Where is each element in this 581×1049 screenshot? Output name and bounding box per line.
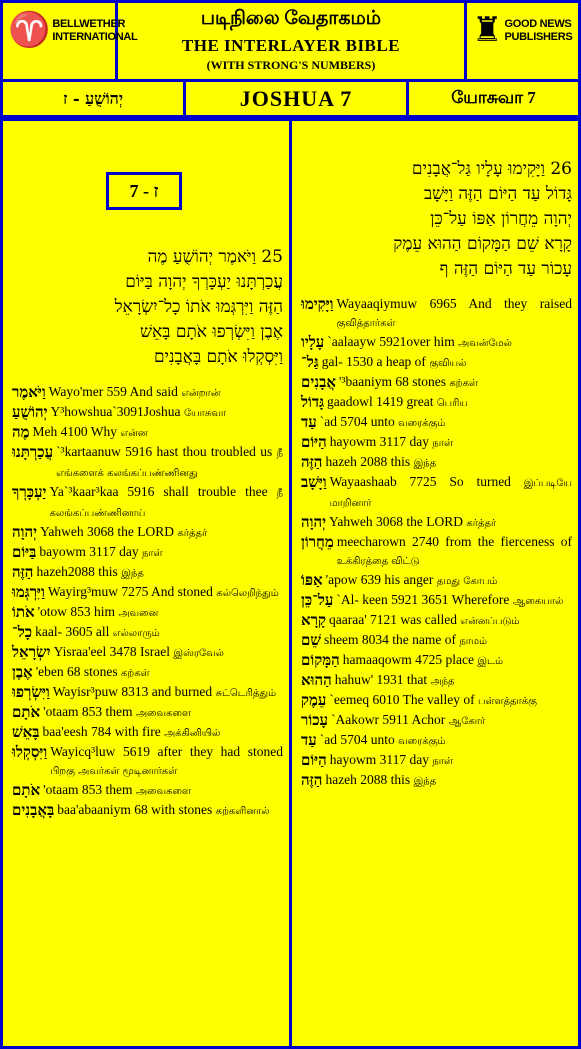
gloss	[53, 683, 276, 703]
hebrew-word: אֹתָם	[12, 703, 41, 721]
hebrew-verse-line: הַזֶּה וַיִּרְגְּמוּ אֹתוֹ כָל־יִשְׂרָאֵל	[114, 297, 283, 317]
interlinear-entry	[301, 513, 572, 533]
tamil-gloss: கற்கள்	[120, 668, 150, 679]
tamil-gloss: என்னப்படும்	[460, 616, 520, 627]
tamil-gloss: ஆகையால்	[512, 596, 564, 607]
tamil-gloss: நாமம்	[459, 636, 488, 647]
hebrew-word: הַיּוֹם	[301, 433, 327, 451]
hebrew-word: אֹתוֹ	[12, 603, 35, 621]
hebrew-word: בָּאֲבָנִים	[12, 801, 55, 819]
torch-logo-icon: ♜	[472, 12, 503, 49]
tamil-gloss: நாள்	[432, 438, 454, 449]
tamil-gloss: கற்கள்	[449, 378, 479, 389]
tamil-gloss: குவித்தார்கள்	[336, 318, 396, 329]
interlinear-entry	[301, 691, 572, 711]
interlinear-entry	[12, 663, 283, 683]
interlinear-entry	[12, 483, 283, 523]
english-gloss: baa'eesh 784 with fire	[42, 724, 161, 739]
english-gloss: kaal- 3605 all	[35, 624, 110, 639]
interlinear-entry	[301, 671, 572, 691]
gloss	[339, 373, 478, 393]
gloss	[42, 723, 220, 743]
hebrew-word: מֶה	[12, 423, 30, 441]
gloss	[320, 731, 446, 751]
interlinear-entry	[12, 623, 283, 643]
english-gloss: bayowm 3117 day	[39, 544, 139, 559]
hebrew-word: אַפּוֹ	[301, 571, 323, 589]
book-tamil: யோசுவா 7	[451, 87, 536, 107]
tamil-gloss: பள்ளத்தாக்கு	[478, 696, 537, 707]
english-gloss: `aalaayw 5921over him	[327, 334, 455, 349]
interlinear-entry	[301, 433, 572, 453]
interlinear-entry	[12, 583, 283, 603]
tamil-gloss: இந்த	[413, 776, 437, 787]
interlinear-entry	[301, 771, 572, 791]
tamil-gloss: கற்களினால்	[215, 806, 270, 817]
english-gloss: Wayaaqiymuw 6965 And they raised	[336, 296, 572, 311]
tamil-gloss: சுட்டெரித்தும்	[215, 688, 277, 699]
hebrew-word: עַד	[301, 413, 317, 431]
english-gloss: 'otow 853 him	[37, 604, 116, 619]
tamil-gloss: இந்த	[121, 568, 144, 579]
interlinear-entry	[301, 295, 572, 333]
logo-left-line2: INTERNATIONAL	[52, 31, 138, 43]
hebrew-word: הַיּוֹם	[301, 751, 327, 769]
gloss	[48, 583, 279, 603]
gloss	[36, 563, 143, 583]
interlinear-entry	[301, 751, 572, 771]
interlinear-entry	[12, 743, 283, 781]
interlinear-entry	[301, 373, 572, 393]
logo-right-line1: GOOD NEWS	[504, 18, 572, 30]
gloss	[50, 483, 284, 523]
interlinear-entry	[301, 353, 572, 373]
english-gloss: meecharown 2740 from the fierceness of	[336, 534, 572, 549]
gloss	[40, 523, 207, 543]
hebrew-word: יַעְכָּרְךָ	[12, 483, 47, 501]
tamil-gloss: அவனை	[118, 608, 159, 619]
logo-right-line2: PUBLISHERS	[504, 31, 573, 43]
english-gloss: `eemeq 6010 The valley of	[329, 692, 475, 707]
tamil-gloss: யோசுவா	[183, 408, 227, 419]
english-gloss: `Aakowr 5911 Achor	[331, 712, 446, 727]
gloss	[54, 643, 224, 663]
english-gloss: baa'abaaniym 68 with stones	[57, 802, 213, 817]
english-gloss: 'eben 68 stones	[35, 664, 118, 679]
tamil-gloss: நாள்	[432, 756, 454, 767]
title-block	[118, 3, 464, 79]
english-gloss: 'otaam 853 them	[43, 782, 133, 797]
gloss	[336, 295, 572, 333]
interlinear-entry	[301, 533, 572, 571]
hebrew-word: עַד	[301, 731, 317, 749]
hebrew-verse-line: 25 וַיֹּאמֶר יְהוֹשֻׁעַ מֶה	[147, 247, 283, 267]
chapter-box: 7 - ז	[106, 172, 182, 210]
hebrew-word: הַזֶּה	[12, 563, 34, 581]
hebrew-word: עֵמֶק	[301, 691, 327, 709]
english-gloss: `ad 5704 unto	[319, 414, 395, 429]
gloss	[329, 611, 519, 631]
logo-right-divider	[464, 0, 467, 80]
hebrew-word: יְהוָה	[301, 513, 327, 531]
tamil-gloss: வரைக்கும்	[398, 418, 446, 429]
book-hebrew: יְהוֹשֻׁעַ - ז	[62, 88, 124, 108]
tamil-gloss: இப்படியே மாறினார்	[329, 478, 572, 509]
tamil-gloss: நாள்	[141, 548, 163, 559]
english-gloss: hahuw' 1931 that	[334, 672, 428, 687]
logo-left-line1: BELLWETHER	[52, 18, 126, 30]
interlinear-entry	[12, 801, 283, 821]
hebrew-word: וַיָּשָׁב	[301, 473, 327, 491]
interlinear-entry	[301, 393, 572, 413]
gloss	[38, 603, 159, 623]
gloss	[331, 711, 485, 731]
tamil-gloss: என்றான்	[181, 388, 221, 399]
gloss	[33, 423, 148, 443]
tamil-gloss: நீ எங்களைக் கலங்கப்பண்ணினது	[56, 448, 283, 479]
tamil-gloss: பெரிய	[436, 398, 468, 409]
interlinear-entry	[301, 571, 572, 591]
tamil-gloss: பிறகு அவர்கள் மூடினார்கள்	[50, 766, 178, 777]
gloss	[330, 473, 572, 513]
english-gloss: `³kartaanuw 5916 hast thou troubled us	[56, 444, 273, 459]
english-gloss: gaadowl 1419 great	[327, 394, 434, 409]
english-gloss: hazeh2088 this	[36, 564, 118, 579]
english-gloss: Wayo'mer 559 And said	[48, 384, 178, 399]
interlinear-entry	[301, 611, 572, 631]
left-column	[3, 121, 289, 1046]
english-gloss: gal- 1530 a heap of	[321, 354, 426, 369]
hebrew-verse-line: אֶבֶן וַיִּשְׂרְפוּ אֹתָם בָּאֵשׁ	[140, 322, 283, 342]
hebrew-word: עֲכַרְתָּנוּ	[12, 443, 54, 461]
gloss	[324, 631, 487, 651]
english-gloss: Meh 4100 Why	[32, 424, 118, 439]
gloss	[337, 533, 572, 571]
tamil-gloss: குவியல்	[429, 358, 467, 369]
gloss	[325, 771, 436, 791]
right-column	[292, 121, 578, 1046]
gloss	[56, 443, 283, 483]
english-gloss: hayowm 3117 day	[329, 434, 429, 449]
gloss	[36, 663, 150, 683]
interlinear-entry	[301, 473, 572, 513]
tamil-gloss: அவைகளை	[135, 708, 191, 719]
hebrew-word: מֵחֲרוֹן	[301, 533, 334, 551]
gloss	[327, 393, 468, 413]
gloss	[50, 743, 283, 781]
hebrew-word: הַזֶּה	[301, 771, 323, 789]
interlinear-entry	[301, 413, 572, 433]
hebrew-word: וַיִּסְקְלוּ	[12, 743, 48, 761]
hebrew-word: יְהוָה	[12, 523, 38, 541]
title-subtitle: (WITH STRONG'S NUMBERS)	[206, 58, 376, 72]
hebrew-verse-line: גָּדוֹל עַד הַיּוֹם הַזֶּה וַיָּשָׁב	[423, 184, 572, 204]
tamil-gloss: என்ன	[120, 428, 148, 439]
english-gloss: qaaraa' 7121 was called	[329, 612, 458, 627]
hebrew-word: עַל־כֵּן	[301, 591, 334, 609]
interlinear-entry	[301, 651, 572, 671]
gloss	[43, 781, 191, 801]
hebrew-word: אֹתָם	[12, 781, 41, 799]
interlinear-entry	[12, 543, 283, 563]
hebrew-word: גַּל־	[301, 353, 319, 371]
interlinear-entry	[12, 703, 283, 723]
english-gloss: hazeh 2088 this	[325, 772, 411, 787]
gloss	[35, 623, 160, 643]
tamil-gloss: கல்லெறிந்தும்	[216, 588, 279, 599]
right-entries	[301, 295, 572, 791]
hebrew-word: קָרָא	[301, 611, 327, 629]
interlinear-entry	[12, 643, 283, 663]
gloss	[335, 671, 455, 691]
english-gloss: Yahweh 3068 the LORD	[40, 524, 175, 539]
title-tamil: படிநிலை வேதாகமம்	[200, 8, 382, 29]
gloss	[330, 751, 453, 771]
tamil-gloss: நீ கலங்கப்பண்ணினாய்	[49, 488, 283, 519]
interlinear-entry	[301, 731, 572, 751]
interlinear-entry	[12, 523, 283, 543]
hebrew-verse-line: וַיִּסְקְלוּ אֹתָם בָּאֲבָנִים	[153, 347, 283, 367]
hebrew-word: יְהוֹשֻׁעַ	[12, 403, 48, 421]
gloss	[329, 691, 537, 711]
gloss	[343, 651, 503, 671]
interlinear-entry	[12, 683, 283, 703]
interlinear-entry	[301, 453, 572, 473]
interlinear-entry	[301, 333, 572, 353]
tamil-gloss: வரைக்கும்	[398, 736, 446, 747]
hebrew-word: וַיִּשְׂרְפוּ	[12, 683, 50, 701]
hebrew-word: עָלָיו	[301, 333, 325, 351]
english-gloss: Ya`³kaar³kaa 5916 shall trouble thee	[49, 484, 268, 499]
hebrew-word: שֵׁם	[301, 631, 321, 649]
interlinear-entry	[12, 723, 283, 743]
interlinear-entry	[12, 603, 283, 623]
hebrew-word: הַמָּקוֹם	[301, 651, 340, 669]
book-english: JOSHUA 7	[239, 85, 353, 111]
hebrew-word: בַּיּוֹם	[12, 543, 37, 561]
hebrew-word: וַיָּקִימוּ	[301, 295, 334, 313]
tamil-gloss: அந்த	[430, 676, 455, 687]
interlinear-entry	[301, 591, 572, 611]
hebrew-word: הַהוּא	[301, 671, 332, 689]
hebrew-verse-line: 26 וַיָּקִימוּ עָלָיו גַּל־אֲבָנִים	[411, 159, 572, 179]
hebrew-verse-line: קָרָא שֵׁם הַמָּקוֹם הַהוּא עֵמֶק	[393, 234, 572, 254]
interlinear-entry	[301, 631, 572, 651]
tamil-gloss: ஆகோர்	[448, 716, 486, 727]
tamil-gloss: இந்த	[413, 458, 437, 469]
hebrew-verse-line: עָכוֹר עַד הַיּוֹם הַזֶּה ף	[439, 259, 572, 279]
hebrew-verse-line: יְהוָה מֵחֲרוֹן אַפּוֹ עַל־כֵּן	[430, 209, 572, 229]
gloss	[325, 453, 436, 473]
english-gloss: Wayaashaab 7725 So turned	[329, 474, 511, 489]
english-gloss: Wayirg³muw 7275 And stoned	[47, 584, 213, 599]
good-news-logo	[472, 14, 572, 48]
gloss	[51, 403, 227, 423]
english-gloss: sheem 8034 the name of	[323, 632, 456, 647]
english-gloss: Wayisr³puw 8313 and burned	[52, 684, 213, 699]
tamil-gloss: இஸ்ரவேல்	[173, 648, 224, 659]
english-gloss: Yahweh 3068 the LORD	[329, 514, 464, 529]
interlinear-entry	[12, 383, 283, 403]
english-gloss: hamaaqowm 4725 place	[342, 652, 474, 667]
hebrew-word: אֶבֶן	[12, 663, 33, 681]
tamil-gloss: கர்த்தர்	[466, 518, 497, 529]
gloss	[330, 433, 453, 453]
interlinear-entry	[12, 563, 283, 583]
interlinear-entry	[301, 711, 572, 731]
verse-25-hebrew	[115, 245, 283, 370]
hebrew-word: כָל־	[12, 623, 33, 641]
ram-logo-icon: ♈	[8, 12, 51, 49]
hebrew-word: גָּדוֹל	[301, 393, 325, 411]
hebrew-word: יִשְׂרָאֵל	[12, 643, 51, 661]
interlinear-entry	[12, 781, 283, 801]
english-gloss: `Al- keen 5921 3651 Wherefore	[336, 592, 510, 607]
gloss	[39, 543, 162, 563]
interlinear-entry	[12, 443, 283, 483]
interlinear-entry	[12, 403, 283, 423]
gloss	[326, 571, 498, 591]
gloss	[320, 413, 446, 433]
english-gloss: Y³howshua`3091Joshua	[50, 404, 181, 419]
tamil-gloss: உக்கிரத்தை விட்டு	[336, 556, 420, 567]
english-gloss: 'apow 639 his anger	[325, 572, 434, 587]
tamil-gloss: அவன்மேல்	[458, 338, 512, 349]
hebrew-word: וַיִּרְגְּמוּ	[12, 583, 45, 601]
gloss	[43, 703, 191, 723]
hebrew-word: בָּאֵשׁ	[12, 723, 40, 741]
gloss	[322, 353, 467, 373]
hebrew-word: אֲבָנִים	[301, 373, 337, 391]
gloss	[49, 383, 221, 403]
hebrew-verse-line: עֲכַרְתָּנוּ יַעְכָּרְךָ יְהוָה בַּיּוֹם	[125, 272, 283, 292]
tamil-gloss: அக்கினியில்	[164, 728, 221, 739]
tamil-gloss: இடம்	[477, 656, 504, 667]
interlinear-entry	[12, 423, 283, 443]
english-gloss: `ad 5704 unto	[319, 732, 395, 747]
gloss	[57, 801, 269, 821]
english-gloss: Yisraa'eel 3478 Israel	[53, 644, 170, 659]
tamil-gloss: அவைகளை	[135, 786, 191, 797]
hebrew-word: עָכוֹר	[301, 711, 329, 729]
title-english: THE INTERLAYER BIBLE	[181, 36, 401, 55]
english-gloss: '³baaniym 68 stones	[339, 374, 447, 389]
left-entries	[12, 383, 283, 821]
hebrew-word: הַזֶּה	[301, 453, 323, 471]
tamil-gloss: எல்லாரும்	[112, 628, 160, 639]
english-gloss: Wayicq³luw 5619 after they had stoned	[50, 744, 283, 759]
english-gloss: hayowm 3117 day	[329, 752, 429, 767]
gloss	[329, 513, 496, 533]
english-gloss: hazeh 2088 this	[325, 454, 411, 469]
english-gloss: 'otaam 853 them	[43, 704, 133, 719]
gloss	[327, 333, 512, 353]
tamil-gloss: தமது கோபம்	[436, 576, 498, 587]
hebrew-word: וַיֹּאמֶר	[12, 383, 46, 401]
tamil-gloss: கர்த்தர்	[177, 528, 208, 539]
verse-26-hebrew	[393, 157, 572, 282]
gloss	[336, 591, 563, 611]
